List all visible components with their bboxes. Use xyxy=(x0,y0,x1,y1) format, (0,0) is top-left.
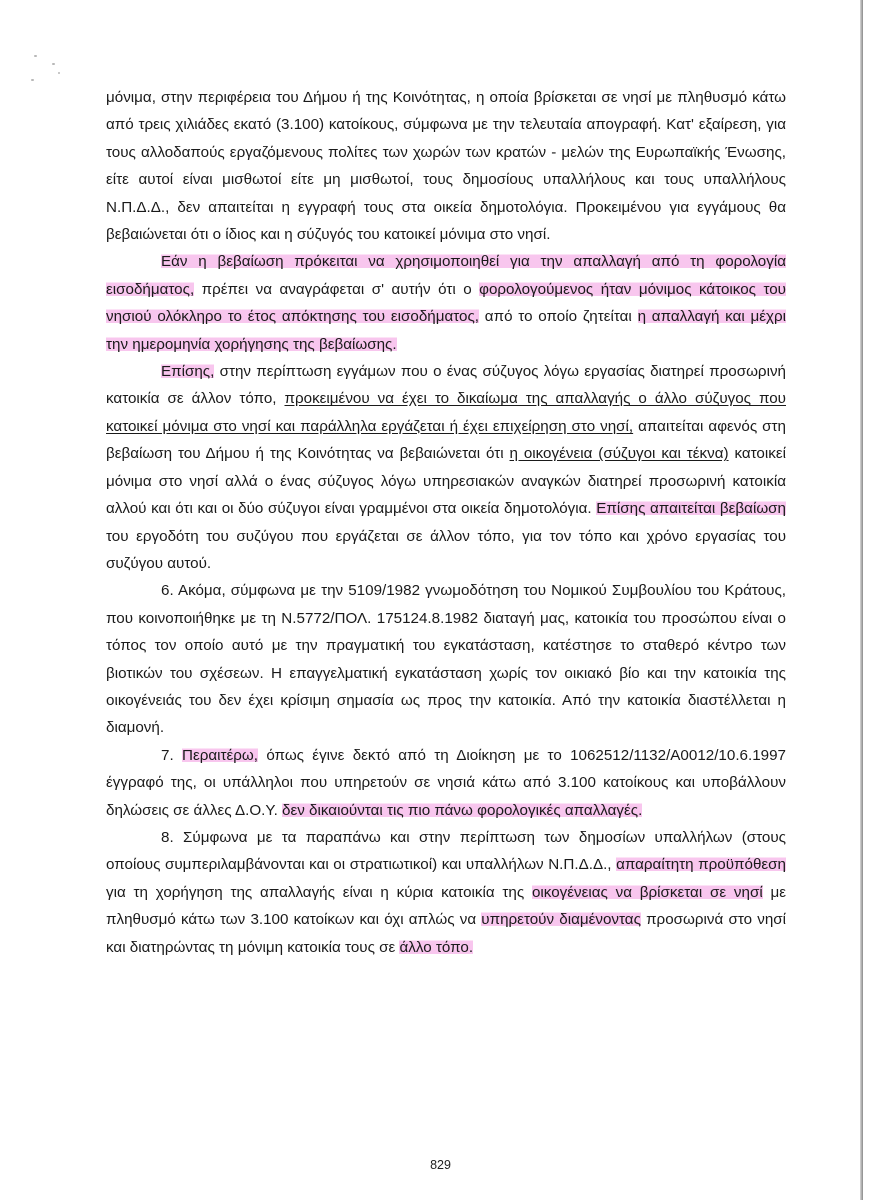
body-text: 8. Σύμφωνα με τα παραπάνω και στην περίπτωση των δημοσίων υπαλλήλων (στους οποίους συμπεριλαμβάνονται και οι στρατιωτικοί) και υπαλλήλων Ν.Π.Δ.Δ., xyxy=(106,828,786,874)
highlighted-text: Εάν η βεβαίωση πρόκειται να χρησιμοποιηθεί για την απαλλαγή από τη φορολογία εισοδήματος, xyxy=(106,253,786,298)
highlighted-text: Επίσης απαιτείται βεβαίωση xyxy=(596,500,787,518)
paragraph xyxy=(106,358,786,577)
paragraph xyxy=(106,84,786,248)
highlighted-text: Επίσης, xyxy=(161,363,215,381)
paragraph xyxy=(106,248,786,358)
highlighted-text: άλλο τόπο. xyxy=(399,938,474,956)
highlighted-text: φορολογούμενος ήταν μόνιμος κάτοικος του νησιού ολόκληρο το έτος απόκτησης του εισοδήματος, xyxy=(106,280,786,326)
body-text: προσωρινά στο νησί και διατηρώντας τη μόνιμη κατοικία τους σε xyxy=(106,911,787,956)
paragraph xyxy=(106,577,786,741)
highlighted-text: η απαλλαγή και μέχρι την ημερομηνία χορήγησης της βεβαίωσης. xyxy=(106,308,787,353)
document-body xyxy=(106,84,786,961)
body-text: 7. xyxy=(161,746,182,764)
body-text: μόνιμα, στην περιφέρεια του Δήμου ή της Κοινότητας, η οποία βρίσκεται σε νησί με πληθυσμό κάτω από τρεις χιλιάδες εκατό (3.100) κατοίκους, σύμφωνα με την τελευταία απογραφή. Κατ' εξαίρεση, για τους αλλοδαπούς εργαζόμενους πολίτες των χωρών των κρατών - μελών της Ευρωπαϊκής Ένωσης, είτε αυτοί είναι μισθωτοί είτε μη μισθωτοί, τους δημοσίους υπαλλήλους και τους υπαλλήλους Ν.Π.Δ.Δ., δεν απαιτείται η εγγραφή τους στα οικεία δημοτολόγια. Προκειμένου για εγγάμους θα βεβαιώνεται ότι ο ίδιος και η σύζυγός του κατοικεί μόνιμα στο νησί. xyxy=(106,89,786,244)
body-text: απαιτείται αφενός στη βεβαίωση του Δήμου ή της Κοινότητας να βεβαιώνεται ότι xyxy=(106,417,786,463)
underlined-text: η οικογένεια (σύζυγοι και τέκνα) xyxy=(509,445,729,463)
scan-edge-shadow xyxy=(860,0,863,1200)
body-text: όπως έγινε δεκτό από τη Διοίκηση με το 1062512/1132/Α0012/10.6.1997 έγγραφό της, οι υπάλληλοι που υπηρετούν σε νησιά κάτω από 3.100 κατοίκους και υποβάλλουν δηλώσεις σε άλλες Δ.Ο.Υ. xyxy=(106,746,786,819)
highlighted-text: οικογένειας να βρίσκεται σε νησί xyxy=(531,883,763,901)
body-text: για τη χορήγηση της απαλλαγής είναι η κύρια κατοικία της xyxy=(106,883,532,901)
underlined-text: προκειμένου να έχει το δικαίωμα της απαλλαγής ο άλλο σύζυγος που κατοικεί μόνιμα στο νησί και παράλληλα εργάζεται ή έχει επιχείρηση στο νησί, xyxy=(106,390,786,435)
highlighted-text: δεν δικαιούνται τις πιο πάνω φορολογικές απαλλαγές. xyxy=(282,801,643,819)
body-text: από το οποίο ζητείται xyxy=(479,308,638,326)
highlighted-text: απαραίτητη προϋπόθεση xyxy=(616,856,786,874)
body-text: με πληθυσμό κάτω των 3.100 κατοίκων και όχι απλώς να xyxy=(106,883,787,929)
page-number: 829 xyxy=(430,1158,451,1172)
paragraph xyxy=(106,824,786,961)
highlighted-text: υπηρετούν διαμένοντας xyxy=(481,911,641,929)
body-text: κατοικεί μόνιμα στο νησί αλλά ο ένας σύζυγος λόγω υπηρεσιακών αναγκών διατηρεί προσωρινή κατοικία αλλού και ότι και οι δύο σύζυγοι είναι γραμμένοι στα οικεία δημοτολόγια. xyxy=(106,445,786,518)
body-text: στην περίπτωση εγγάμων που ο ένας σύζυγος λόγω εργασίας διατηρεί προσωρινή κατοικία σε άλλον τόπο, xyxy=(106,363,786,408)
body-text: πρέπει να αναγράφεται σ' αυτήν ότι ο xyxy=(194,280,480,298)
body-text: 6. Ακόμα, σύμφωνα με την 5109/1982 γνωμοδότηση του Νομικού Συμβουλίου του Κράτους, που κοινοποιήθηκε με τη Ν.5772/ΠΟΛ. 175124.8.1982 διαταγή μας, κατοικία του προσώπου είναι ο τόπος τον οποίο αυτό με την πραγματική του εγκατάσταση, κατέστησε το σταθερό κέντρο των βιοτικών του σχέσεων. Η επαγγελματική εγκατάσταση χωρίς τον οικιακό βίο και την κατοικία της οικογένειάς του δεν έχει κρίσιμη σημασία ως προς την κατοικία. Από την κατοικία διαστέλλεται η διαμονή. xyxy=(106,582,786,737)
body-text: του εργοδότη του συζύγου που εργάζεται σε άλλον τόπο, για τον τόπο και χρόνο εργασίας του συζύγου αυτού. xyxy=(106,527,786,572)
paragraph xyxy=(106,742,786,824)
highlighted-text: Περαιτέρω, xyxy=(181,746,259,764)
